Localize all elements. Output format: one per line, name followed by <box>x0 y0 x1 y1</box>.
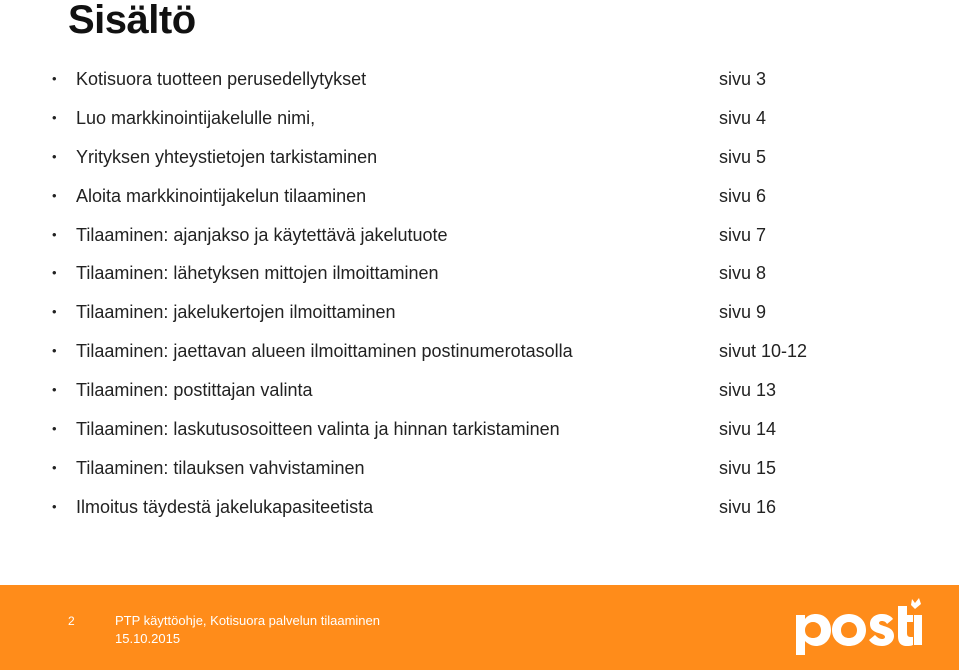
toc-item-label: Luo markkinointijakelulle nimi, <box>76 107 316 128</box>
bullet-icon: • <box>52 148 57 164</box>
toc-item <box>52 177 852 216</box>
toc-item <box>52 449 852 488</box>
toc-item-page: sivu 8 <box>719 263 767 284</box>
toc-item-page: sivut 10-12 <box>719 341 808 362</box>
posti-logo <box>792 597 922 655</box>
toc-item <box>52 254 852 293</box>
toc-item-label: Yrityksen yhteystietojen tarkistaminen <box>76 146 378 167</box>
bullet-icon: • <box>52 343 57 359</box>
footer-document-title: PTP käyttöohje, Kotisuora palvelun tilaaminen <box>115 613 380 628</box>
bullet-icon: • <box>52 71 57 86</box>
toc-item-page: sivu 7 <box>719 224 767 245</box>
toc-item <box>52 410 852 449</box>
page-title: Sisältö <box>68 0 196 42</box>
toc-item <box>52 60 852 99</box>
bullet-icon: • <box>52 459 57 475</box>
toc-item-page: sivu 15 <box>719 457 777 478</box>
bullet-icon: • <box>52 109 57 125</box>
toc-item-page: sivu 6 <box>719 185 767 206</box>
toc-item <box>52 293 852 332</box>
bullet-icon: • <box>52 304 57 320</box>
footer-date: 15.10.2015 <box>115 631 181 646</box>
footer-bar <box>0 585 959 670</box>
toc-item-page: sivu 5 <box>719 146 767 167</box>
bullet-icon: • <box>52 226 57 242</box>
toc-item-page: sivu 13 <box>719 380 777 401</box>
toc-item-page: sivu 16 <box>719 496 777 517</box>
bullet-icon: • <box>52 265 57 281</box>
toc-item-label: Tilaaminen: laskutusosoitteen valinta ja hinnan tarkistaminen <box>76 419 560 440</box>
bullet-icon: • <box>52 498 57 514</box>
toc-item-label: Tilaaminen: jaettavan alueen ilmoittaminen postinumerotasolla <box>76 341 573 362</box>
toc-item <box>52 371 852 410</box>
toc-item <box>52 488 852 527</box>
bullet-icon: • <box>52 421 57 437</box>
toc-item <box>52 138 852 177</box>
toc-item-label: Tilaaminen: postittajan valinta <box>76 380 313 401</box>
toc-item-label: Tilaaminen: jakelukertojen ilmoittaminen <box>76 302 396 323</box>
footer-page-number: 2 <box>68 614 75 628</box>
toc-item-page: sivu 9 <box>719 302 767 323</box>
toc-item-label: Aloita markkinointijakelun tilaaminen <box>76 185 367 206</box>
toc-item-label: Tilaaminen: lähetyksen mittojen ilmoittaminen <box>76 263 439 284</box>
toc-item-label: Tilaaminen: ajanjakso ja käytettävä jakelutuote <box>76 224 448 245</box>
toc-item-page: sivu 14 <box>719 419 777 440</box>
bullet-icon: • <box>52 382 57 398</box>
toc-item-label: Kotisuora tuotteen perusedellytykset <box>76 69 367 89</box>
toc-item <box>52 99 852 138</box>
toc-item-label: Ilmoitus täydestä jakelukapasiteetista <box>76 496 374 517</box>
toc-item-page: sivu 3 <box>719 69 767 89</box>
table-of-contents <box>52 60 852 527</box>
toc-item-label: Tilaaminen: tilauksen vahvistaminen <box>76 457 365 478</box>
toc-item <box>52 216 852 255</box>
toc-item-page: sivu 4 <box>719 107 767 128</box>
bullet-icon: • <box>52 187 57 203</box>
toc-item <box>52 332 852 371</box>
